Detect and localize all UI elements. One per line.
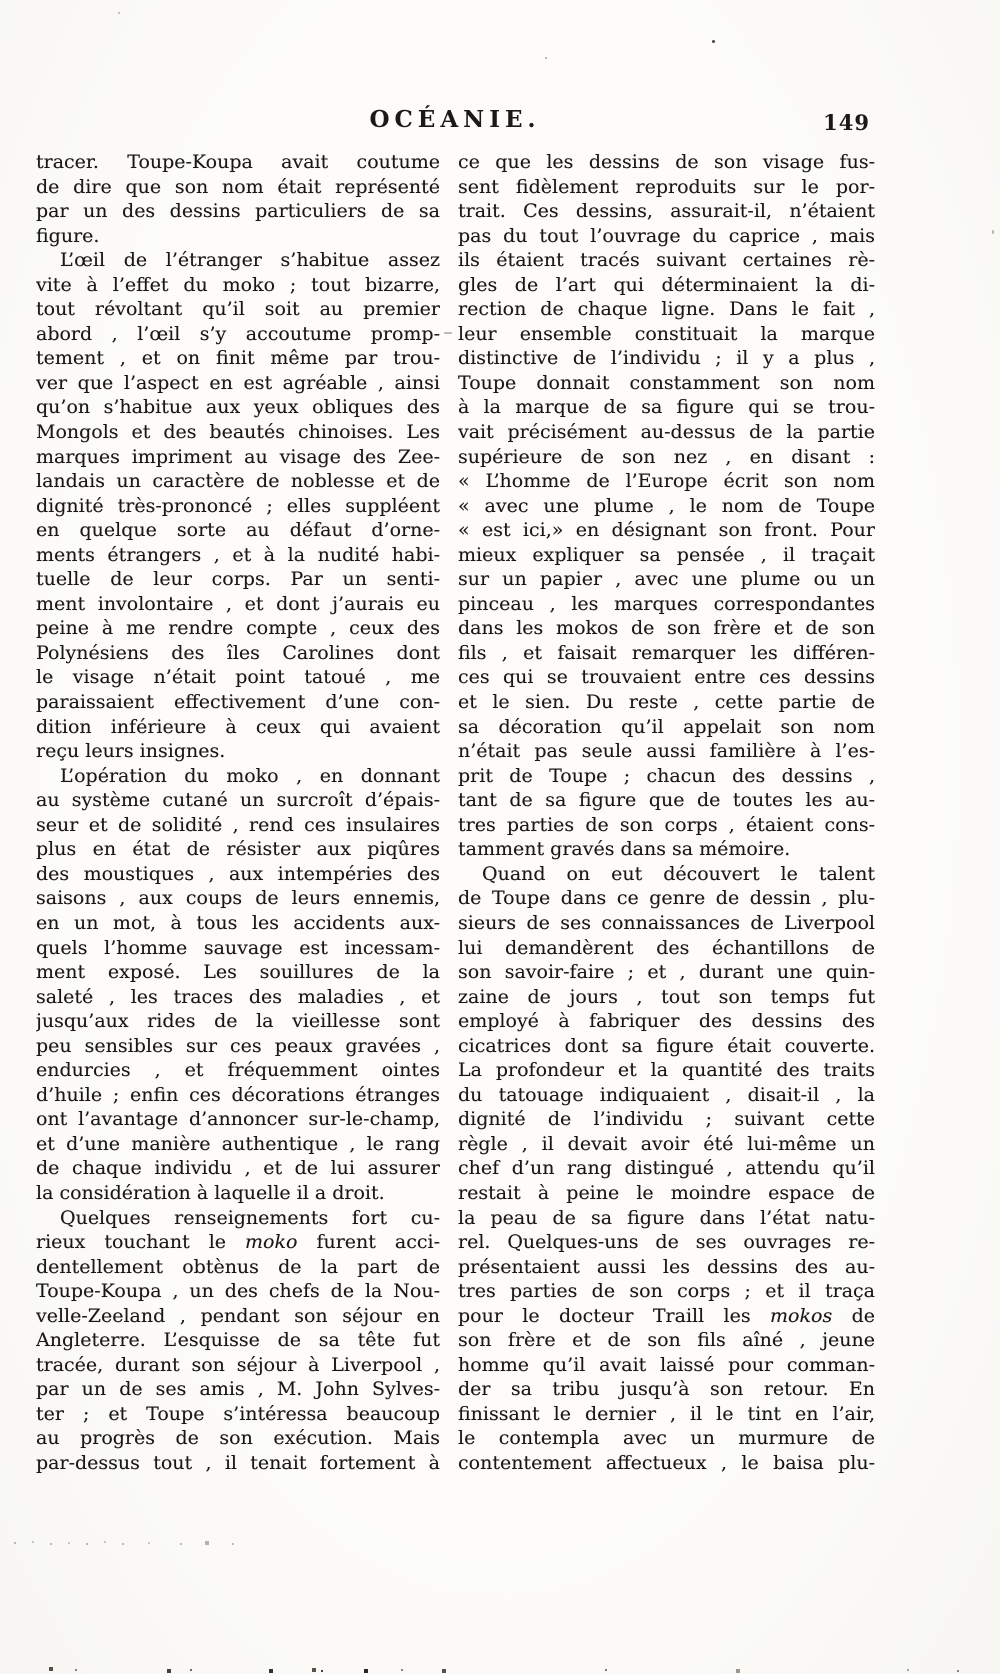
text-line: ment exposé. Les souillures de la [36,961,440,984]
scan-speck [444,332,452,334]
text-line: d’huile ; enfin ces décorations étranges [36,1083,440,1106]
text-line: zaine de jours , tout son temps fut [458,985,875,1008]
scan-bottom-edge-artifacts [45,1666,47,1668]
text-line: Angleterre. L’esquisse de sa tête fut [36,1329,440,1352]
text-line: par un de ses amis , M. John Sylves- [36,1378,440,1401]
text-line: n’était pas seule aussi familière à l’es- [458,740,875,763]
text-line: ter ; et Toupe s’intéressa beaucoup [36,1402,440,1425]
text-line: finissant le dernier , il le tint en l’air, [458,1402,875,1425]
text-line: landais un caractère de noblesse et de [36,470,440,493]
text-line: ment involontaire , et dont j’aurais eu [36,592,440,615]
text-line: Quand on eut découvert le talent [482,862,875,885]
text-line: tamment gravés dans sa mémoire. [458,838,791,861]
text-line: tement , et on finit même par trou- [36,347,440,370]
text-line: peine à me rendre compte , ceux des [36,617,440,640]
text-line: de chaque individu , et de lui assurer [36,1157,440,1180]
text-line: tracée, durant son séjour à Liverpool , [36,1353,440,1376]
text-line: ils étaient tracés suivant certaines rè- [458,249,875,272]
text-line: gles de l’art qui déterminaient la di- [458,273,875,296]
text-line: vite à l’effet du moko ; tout bizarre, [36,273,440,296]
text-line: rel. Quelques-uns de ses ouvrages re- [458,1231,875,1254]
text-line: tout révoltant qu’il soit au premier [36,298,440,321]
text-line: « est ici,» en désignant son front. Pour [458,519,875,542]
text-column-right [458,150,875,1476]
text-column-left [36,150,440,1476]
text-line: cicatrices dont sa figure était couverte. [458,1034,875,1057]
text-line: son savoir-faire ; et , durant une quin- [458,961,875,984]
text-line: Toupe-Koupa , un des chefs de la Nou- [36,1280,440,1303]
text-line: de dire que son nom était représenté [36,175,440,198]
text-line: dignité très-prononcé ; elles suppléent [36,494,440,517]
text-line: reçu leurs insignes. [36,740,226,763]
text-line: et le sien. Du reste , cette partie de [458,691,875,714]
text-line: la considération à laquelle il a droit. [36,1181,385,1204]
running-header [36,106,874,140]
text-line: La profondeur et la quantité des traits [458,1059,875,1082]
text-line: saleté , les traces des maladies , et [36,985,440,1008]
page-header-title: OCÉANIE. [369,106,541,133]
text-line: L’œil de l’étranger s’habitue assez [60,249,440,272]
text-line: contentement affectueux , le baisa plu- [458,1451,875,1474]
text-line: sent fidèlement reproduits sur le por- [458,175,875,198]
text-line: jusqu’aux rides de la vieillesse sont [36,1010,440,1033]
text-line: velle-Zeeland , pendant son séjour en [36,1304,440,1327]
text-line: Toupe donnait constamment son nom [458,371,875,394]
text-line: du tatouage indiquaient , disait-il , la [458,1083,875,1106]
text-line: « avec une plume , le nom de Toupe [458,494,875,517]
text-line: Mongols et des beautés chinoises. Les [36,421,440,444]
text-line: sieurs de ses connaissances de Liverpool [458,911,875,934]
text-line: qu’on s’habitue aux yeux obliques des [36,396,440,419]
text-line: de Toupe dans ce genre de dessin , plu- [458,887,875,910]
text-line: dans les mokos de son frère et de son [458,617,875,640]
text-line: le visage n’était point tatoué , me [36,666,440,689]
text-line: ver que l’aspect en est agréable , ainsi [36,371,440,394]
text-line: son frère et de son fils aîné , jeune [458,1329,875,1352]
text-line: figure. [36,224,100,247]
text-line: en un mot, à tous les accidents aux- [36,911,440,934]
text-line: par un des dessins particuliers de sa [36,200,440,223]
text-line: Quelques renseignements fort cu- [60,1206,440,1229]
text-line: endurcies , et fréquemment ointes [36,1059,440,1082]
text-line: tracer. Toupe-Koupa avait coutume [36,151,440,173]
text-line: marques impriment au visage des Zee- [36,445,440,468]
text-line: homme qu’il avait laissé pour comman- [458,1353,875,1376]
text-line: tres parties de son corps , étaient cons- [458,813,875,836]
text-line: tuelle de leur corps. Par un senti- [36,568,440,591]
text-line: plus en état de résister aux piqûres [36,838,440,861]
scan-speck [712,40,715,43]
text-line: le contempla avec un murmure de [458,1427,875,1450]
text-line: saisons , aux coups de leurs ennemis, [36,887,440,910]
text-line: Polynésiens des îles Carolines dont [36,641,440,664]
text-line: dentellement obtènus de la part de [36,1255,440,1278]
text-line: lui demandèrent des échantillons de [458,936,875,959]
text-line: ces qui se trouvaient entre ces dessins [458,666,875,689]
text-line: der sa tribu jusqu’à son retour. En [458,1378,875,1401]
text-line: dition inférieure à ceux qui avaient [36,715,440,738]
scan-dotted-artifact-row [10,1541,12,1543]
text-line: leur ensemble constituait la marque [458,322,875,345]
text-line: prit de Toupe ; chacun des dessins , [458,764,875,787]
text-line: ce que les dessins de son visage fus- [458,151,875,173]
text-line: « L’homme de l’Europe écrit son nom [458,470,875,493]
text-line: quels l’homme sauvage est incessam- [36,936,440,959]
text-line: tant de sa figure que de toutes les au- [458,789,875,812]
text-line: abord , l’œil s’y accoutume promp- [36,322,440,345]
text-line: rection de chaque ligne. Dans le fait , [458,298,875,321]
text-line: règle , il devait avoir été lui-même un [458,1132,875,1155]
text-line: chef d’un rang distingué , attendu qu’il [458,1157,875,1180]
text-line: pour le docteur Traill les mokos de [458,1304,875,1327]
text-line: L’opération du moko , en donnant [60,764,440,787]
text-line: rieux touchant le moko furent acci- [36,1231,440,1254]
text-line: en quelque sorte au défaut d’orne- [36,519,440,542]
text-line: sa décoration qu’il appelait son nom [458,715,875,738]
text-line: ments étrangers , et à la nudité habi- [36,543,440,566]
text-line: restait à peine le moindre espace de [458,1181,875,1204]
text-line: seur et de solidité , rend ces insulaires [36,813,440,836]
text-line: présentaient aussi les dessins des au- [458,1255,875,1278]
scan-speck [992,230,994,234]
text-line: peu sensibles sur ces peaux gravées , [36,1034,440,1057]
text-line: par-dessus tout , il tenait fortement à [36,1451,440,1474]
text-line: à la marque de sa figure qui se trou- [458,396,875,419]
text-line: au système cutané un surcroît d’épais- [36,789,440,812]
text-line: mieux expliquer sa pensée , il traçait [458,543,875,566]
text-line: trait. Ces dessins, assurait-il, n’étaient [458,200,875,223]
text-line: employé à fabriquer des dessins des [458,1010,875,1033]
text-line: pas du tout l’ouvrage du caprice , mais [458,224,875,247]
text-line: fils , et faisait remarquer les différen- [458,641,875,664]
page-number: 149 [823,110,870,135]
text-line: distinctive de l’individu ; il y a plus , [458,347,875,370]
text-line: tres parties de son corps ; et il traça [458,1280,875,1303]
text-line: vait précisément au-dessus de la partie [458,421,875,444]
text-line: au progrès de son exécution. Mais [36,1427,440,1450]
text-line: sur un papier , avec une plume ou un [458,568,875,591]
scan-speck [118,12,120,14]
text-line: supérieure de son nez , en disant : [458,445,875,468]
scan-speck [545,57,547,59]
text-line: paraissaient effectivement d’une con- [36,691,440,714]
text-line: dignité de l’individu ; suivant cette [458,1108,875,1131]
text-line: ont l’avantage d’annoncer sur-le-champ, [36,1108,440,1131]
text-line: des moustiques , aux intempéries des [36,862,440,885]
text-line: la peau de sa figure dans l’état natu- [458,1206,875,1229]
text-line: pinceau , les marques correspondantes [458,592,875,615]
text-line: et d’une manière authentique , le rang [36,1132,440,1155]
